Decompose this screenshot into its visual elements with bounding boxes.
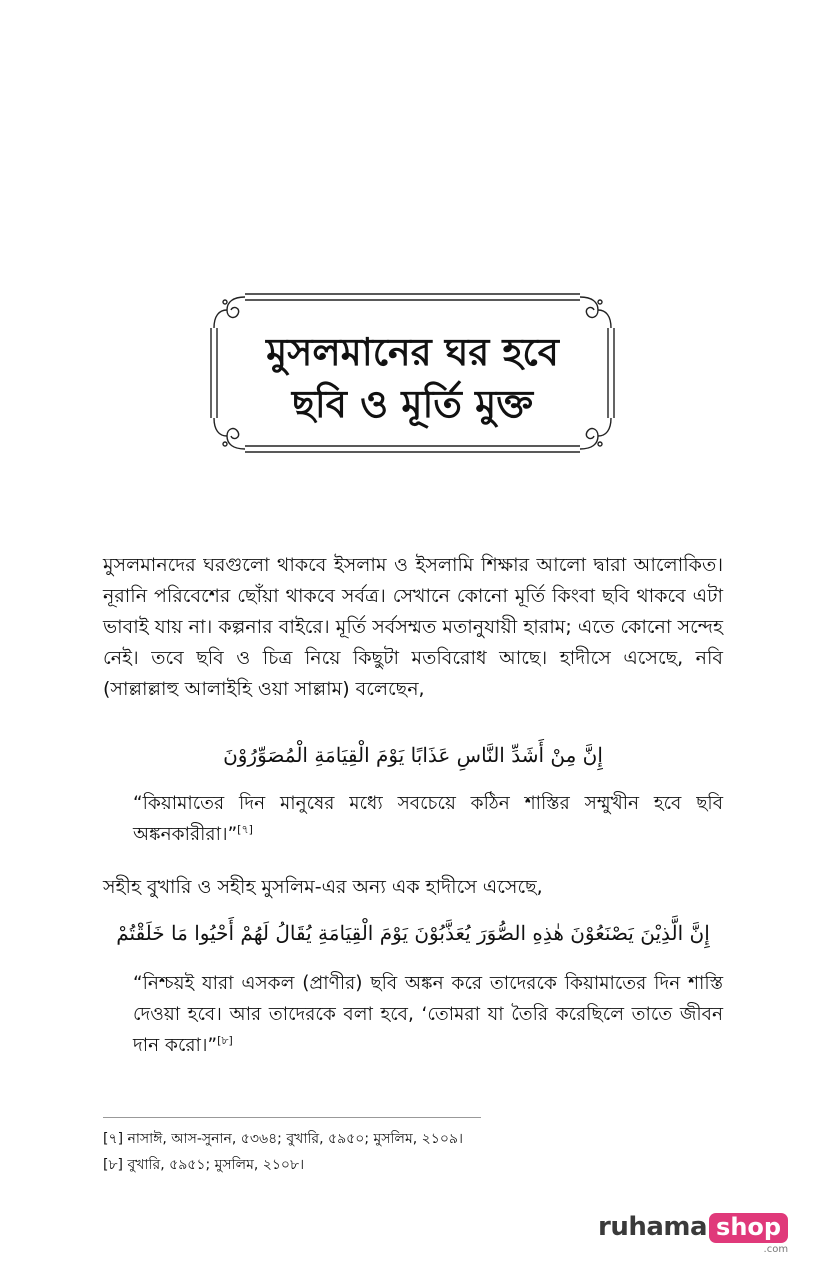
logo-dotcom-text: .com [763,1244,789,1255]
footnote-7: [৭] নাসাঈ, আস-সুনান, ৫৩৬৪; বুখারি, ৫৯৫০; মুসলিম, ২১০৯। [103,1131,464,1147]
footnote-divider [103,1117,481,1118]
footnote-ref-7: [৭] [237,822,253,836]
footnotes [103,1126,703,1178]
footnote-ref-8: [৮] [217,1033,233,1047]
logo-ruhama-text: ruhama [598,1212,708,1242]
arabic-hadith-2: إِنَّ الَّذِيْنَ يَصْنَعُوْنَ هٰذِهِ الصُّوَرَ يُعَذَّبُوْنَ يَوْمَ الْقِيَامَةِ يُقَالُ لَهُمْ أَحْيُوا مَا خَلَقْتُمْ [116,921,710,945]
body-paragraph-1: মুসলমানদের ঘরগুলো থাকবে ইসলাম ও ইসলামি শিক্ষার আলো দ্বারা আলোকিত। নূরানি পরিবেশের ছোঁয়া থাকবে সর্বত্র। সেখানে কোনো মূর্তি কিংবা ছবি থাকবে এটা ভাবাই যায় না। কল্পনার বাইরে। মূর্তি সর্বসম্মত মতানুযায়ী হারাম; এতে কোনো সন্দেহ নেই। তবে ছবি ও চিত্র নিয়ে কিছুটা মতবিরোধ আছে। হাদীসে এসেছে, নবি (সাল্লাল্লাহু আলাইহি ওয়া সাল্লাম) বলেছেন, [103,554,723,700]
translation-quote-1-text: “কিয়ামাতের দিন মানুষের মধ্যে সবচেয়ে কঠিন শাস্তির সম্মুখীন হবে ছবি অঙ্কনকারীরা।” [133,793,723,845]
body-paragraph-2: সহীহ বুখারি ও সহীহ মুসলিম-এর অন্য এক হাদীসে এসেছে, [103,876,543,898]
ruhamashop-logo [598,1212,789,1255]
translation-quote-2-text: “নিশ্চয়ই যারা এসকল (প্রাণীর) ছবি অঙ্কন করে তাদেরকে কিয়ামাতের দিন শাস্তি দেওয়া হবে। আর তাদেরকে বলা হবে, ‘তোমরা যা তৈরি করেছিলে তাতে জীবন দান করো।” [133,973,723,1056]
logo-shop-badge: shop [709,1213,788,1243]
chapter-title-frame [205,288,620,458]
chapter-title [205,326,620,430]
footnote-8: [৮] বুখারি, ৫৯৫১; মুসলিম, ২১০৮। [103,1157,305,1173]
chapter-title-line1: মুসলমানের ঘর হবে [266,330,559,374]
arabic-hadith-1: إِنَّ مِنْ أَشَدِّ النَّاسِ عَذَابًا يَوْمَ الْقِيَامَةِ الْمُصَوِّرُوْنَ [223,743,603,767]
translation-quote-2 [133,968,723,1061]
translation-quote-1 [133,788,723,850]
chapter-title-line2: ছবি ও মূর্তি মুক্ত [291,382,534,426]
